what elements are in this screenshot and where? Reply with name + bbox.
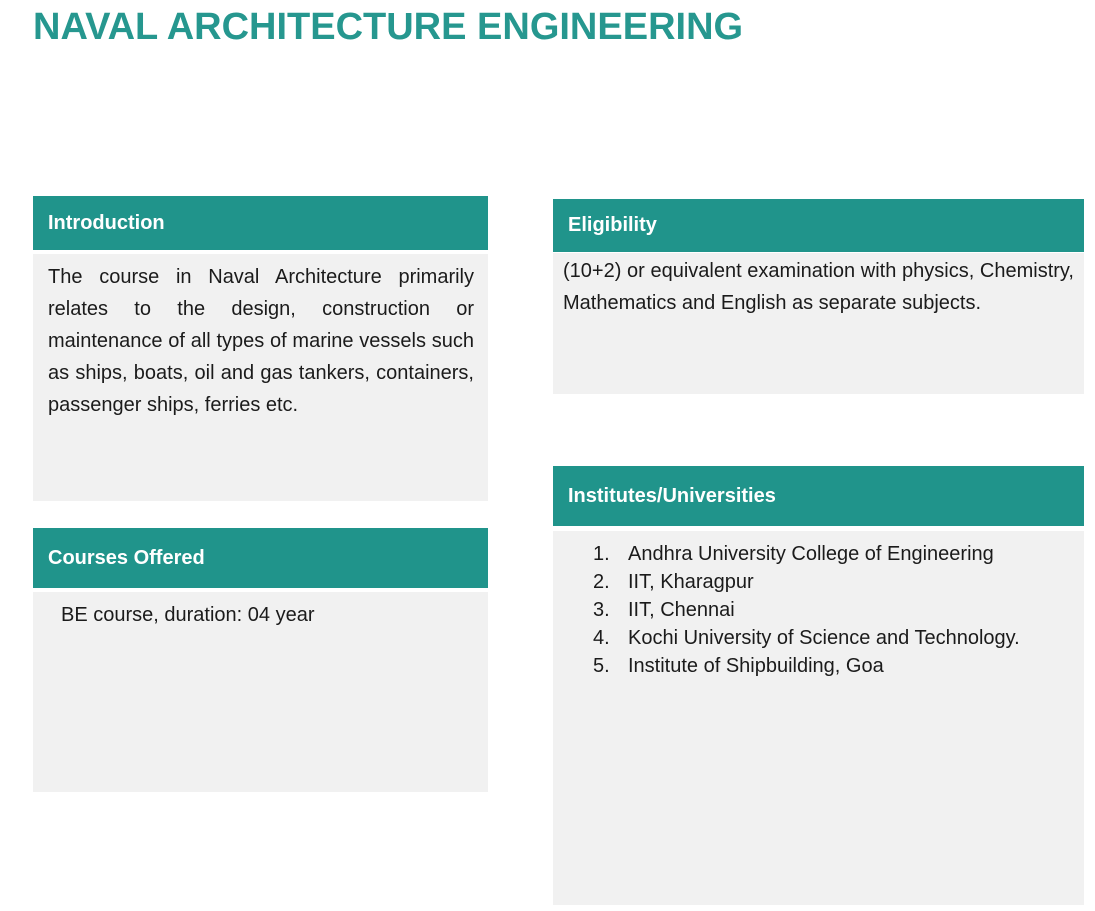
- institutes-body: [553, 531, 1084, 905]
- institute-list-number: 3.: [593, 599, 610, 621]
- eligibility-body-text: (10+2) or equivalent examination with physics, Chemistry, Mathematics and English as separate subjects.: [553, 253, 1084, 394]
- courses-offered-header-label: Courses Offered: [48, 546, 205, 569]
- courses-offered-section: [33, 528, 488, 792]
- institute-list-number: 4.: [593, 627, 610, 649]
- introduction-body-text: The course in Naval Architecture primarily relates to the design, construction or maintenance of all types of marine vessels such as ships, boats, oil and gas tankers, containers, passenger ships, ferries etc.: [33, 254, 488, 501]
- introduction-header: [33, 196, 488, 250]
- courses-offered-header: [33, 528, 488, 588]
- institutes-header: [553, 466, 1084, 526]
- institute-list-item: [593, 596, 1074, 624]
- institute-list-label: Kochi University of Science and Technology.: [628, 627, 1020, 649]
- institute-list-number: 1.: [593, 543, 610, 565]
- institute-list-label: IIT, Chennai: [628, 599, 735, 621]
- institute-list-label: Institute of Shipbuilding, Goa: [628, 655, 884, 677]
- institute-list-item: [593, 624, 1074, 652]
- eligibility-section: [553, 199, 1084, 394]
- institutes-header-label: Institutes/Universities: [568, 484, 776, 507]
- institute-list-label: Andhra University College of Engineering: [628, 543, 994, 565]
- introduction-section: [33, 196, 488, 501]
- introduction-header-label: Introduction: [48, 211, 165, 234]
- institute-list-number: 5.: [593, 655, 610, 677]
- eligibility-header-label: Eligibility: [568, 214, 657, 236]
- page-title: NAVAL ARCHITECTURE ENGINEERING: [33, 6, 744, 48]
- institutes-section: [553, 466, 1084, 905]
- institute-list-item: [593, 652, 1074, 680]
- eligibility-header: [553, 199, 1084, 252]
- institute-list-item: [593, 568, 1074, 596]
- institute-list-label: IIT, Kharagpur: [628, 571, 754, 593]
- institute-list-number: 2.: [593, 571, 610, 593]
- courses-offered-body-text: BE course, duration: 04 year: [33, 592, 488, 792]
- institutes-list: [553, 540, 1074, 680]
- institute-list-item: [593, 540, 1074, 568]
